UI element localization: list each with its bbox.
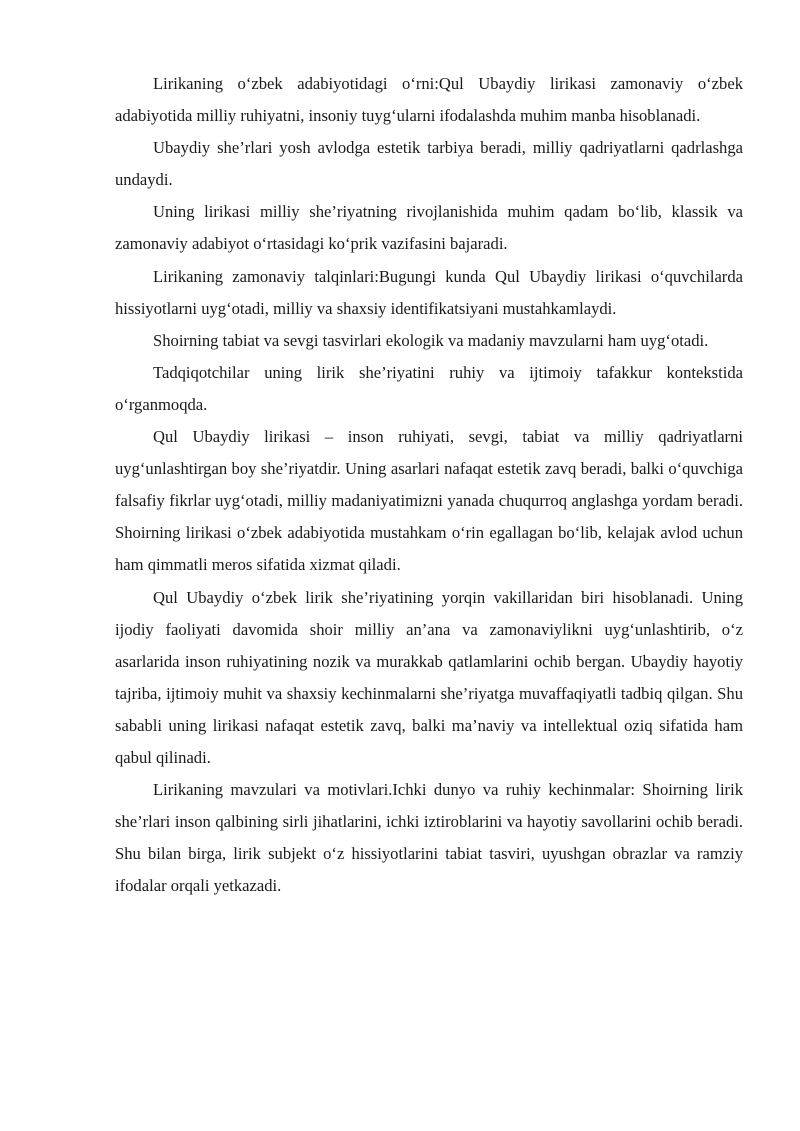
paragraph-rich-poetry: Qul Ubaydiy lirikasi – inson ruhiyati, sevgi, tabiat va milliy qadriyatlarni uyg‘unlashtirgan boy she’riyatdir. Uning asarlari nafaqat estetik zavq beradi, balki o‘quvchiga falsafiy fikrlar uyg‘otadi, milliy madaniyatimizni yanada chuqurroq anglashga yordam beradi. Shoirning lirikasi o‘zbek adabiyotida mustahkam o‘rin egallagan bo‘lib, kelajak avlod uchun ham qimmatli meros sifatida xizmat qiladi. [115, 427, 743, 575]
paragraph-themes-motifs: Lirikaning mavzulari va motivlari.Ichki dunyo va ruhiy kechinmalar: Shoirning lirik she’rlari inson qalbining sirli jihatlarini, ichki iztiroblarini va hayotiy savollarini ochib beradi. Shu bilan birga, lirik subjekt o‘z hissiyotlarini tabiat tasviri, uyushgan obrazlar va ramziy ifodalar orqali yetkazadi. [115, 780, 743, 896]
paragraph-modern-interpretations: Lirikaning zamonaviy talqinlari:Bugungi kunda Qul Ubaydiy lirikasi o‘quvchilarda hissiyotlarni uyg‘otadi, milliy va shaxsiy identifikatsiyani mustahkamlaydi. [115, 266, 743, 318]
paragraph-nature-love: Shoirning tabiat va sevgi tasvirlari ekologik va madaniy mavzularni ham uyg‘otadi. [153, 330, 709, 350]
paragraph-researchers: Tadqiqotchilar uning lirik she’riyatini ruhiy va ijtimoiy tafakkur kontekstida o‘rganmoqda. [115, 362, 743, 414]
paragraph-aesthetic-education: Ubaydiy she’rlari yosh avlodga estetik tarbiya beradi, milliy qadriyatlarni qadrlashga undaydi. [115, 138, 743, 190]
paragraph-bright-representative: Qul Ubaydiy o‘zbek lirik she’riyatining yorqin vakillaridan biri hisoblanadi. Uning ijodiy faoliyati davomida shoir milliy an’ana va zamonaviylikni uyg‘unlashtirib, o‘z asarlarida inson ruhiyatining nozik va murakkab qatlamlarini ochib bergan. Ubaydiy hayotiy tajriba, ijtimoiy muhit va shaxsiy kechinmalarni she’riyatga muvaffaqiyatli tadbiq qilgan. Shu sababli uning lirikasi nafaqat estetik zavq, balki ma’naviy va intellektual oziq sifatida ham qabul qilinadi. [115, 587, 743, 767]
paragraph-bridge: Uning lirikasi milliy she’riyatning rivojlanishida muhim qadam bo‘lib, klassik va zamonaviy adabiyot o‘rtasidagi ko‘prik vazifasini bajaradi. [115, 202, 743, 254]
paragraph-role-of-lyrics: Lirikaning o‘zbek adabiyotidagi o‘rni:Qul Ubaydiy lirikasi zamonaviy o‘zbek adabiyotida milliy ruhiyatni, insoniy tuyg‘ularni ifodalashda muhim manba hisoblanadi. [115, 74, 743, 126]
document-body [115, 68, 743, 902]
